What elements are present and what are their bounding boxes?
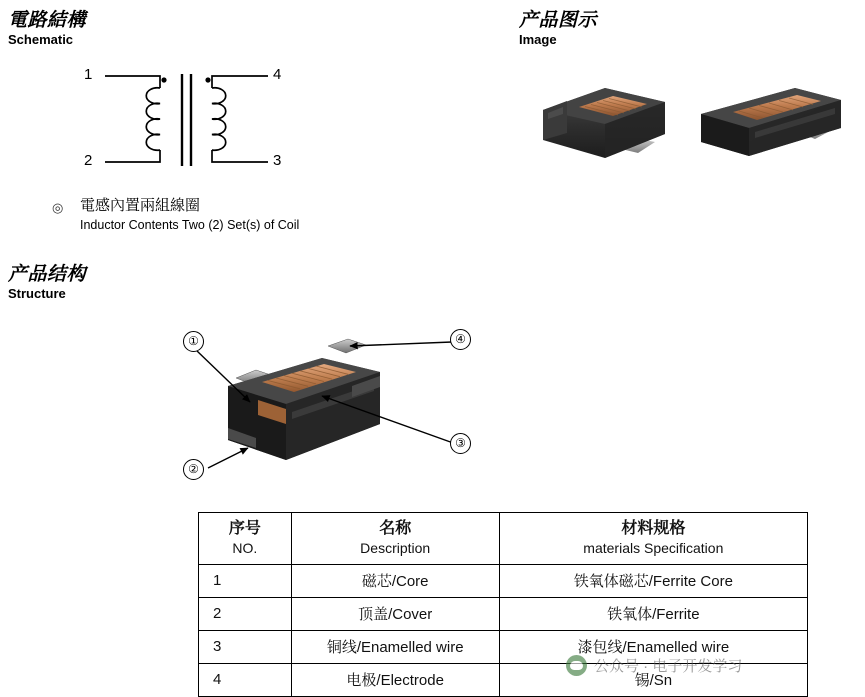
header-description-en: Description [360,540,431,556]
cell-description: 铜线/Enamelled wire [291,631,499,664]
cell-no: 4 [199,664,292,697]
wechat-logo-icon [566,655,587,676]
cell-material: 铁氧体/Ferrite [499,598,807,631]
callout-4: ④ [450,329,471,350]
watermark [566,655,742,676]
callout-2: ② [183,459,204,480]
structure-heading-en: Structure [8,286,66,301]
header-description-cn: 名称 [379,520,412,537]
header-description [291,513,499,565]
header-no-en: NO. [232,540,258,556]
cell-no: 1 [199,565,292,598]
callout-1: ① [183,331,204,352]
cell-no: 3 [199,631,292,664]
callout-3: ③ [450,433,471,454]
pin-label-1: 1 [84,66,93,83]
table-header-row [199,513,808,565]
image-section-heading [519,10,597,48]
bullet-icon: ◎ [52,200,64,215]
structure-drawing-svg [170,320,500,495]
table-row [199,598,808,631]
header-material-cn: 材料规格 [621,520,686,537]
schematic-heading-cn: 電路結構 [8,10,87,31]
product-photo-left [543,88,665,158]
cell-material: 铁氧体磁芯/Ferrite Core [499,565,807,598]
pin-label-2: 2 [84,152,93,169]
schematic-note [52,196,382,234]
structure-diagram [170,320,500,495]
cell-material: 锡/Sn [499,664,807,697]
header-no [199,513,292,565]
watermark-text: 公众号 · 电子开发学习 [594,658,743,675]
product-photo-svg [505,70,855,180]
structure-section-heading [8,264,86,302]
pin-label-4: 4 [273,66,282,83]
cell-description: 电极/Electrode [291,664,499,697]
pin-label-3: 3 [273,152,282,169]
table-row [199,565,808,598]
cell-material: 漆包线/Enamelled wire [499,631,807,664]
schematic-note-en: Inductor Contents Two (2) Set(s) of Coil [80,218,300,232]
image-heading-en: Image [519,32,557,47]
structure-heading-cn: 产品结构 [8,264,87,285]
header-material [499,513,807,565]
header-no-cn: 序号 [228,520,261,537]
schematic-section-heading [8,10,86,48]
product-photos [505,70,855,180]
cell-description: 顶盖/Cover [291,598,499,631]
cell-description: 磁芯/Core [291,565,499,598]
image-heading-cn: 产品图示 [519,10,598,31]
cell-no: 2 [199,598,292,631]
product-photo-right [701,88,841,156]
header-material-en: materials Specification [583,540,724,556]
schematic-note-cn: 電感內置兩組線圈 [80,198,201,214]
schematic-diagram [60,58,320,183]
schematic-heading-en: Schematic [8,32,74,47]
